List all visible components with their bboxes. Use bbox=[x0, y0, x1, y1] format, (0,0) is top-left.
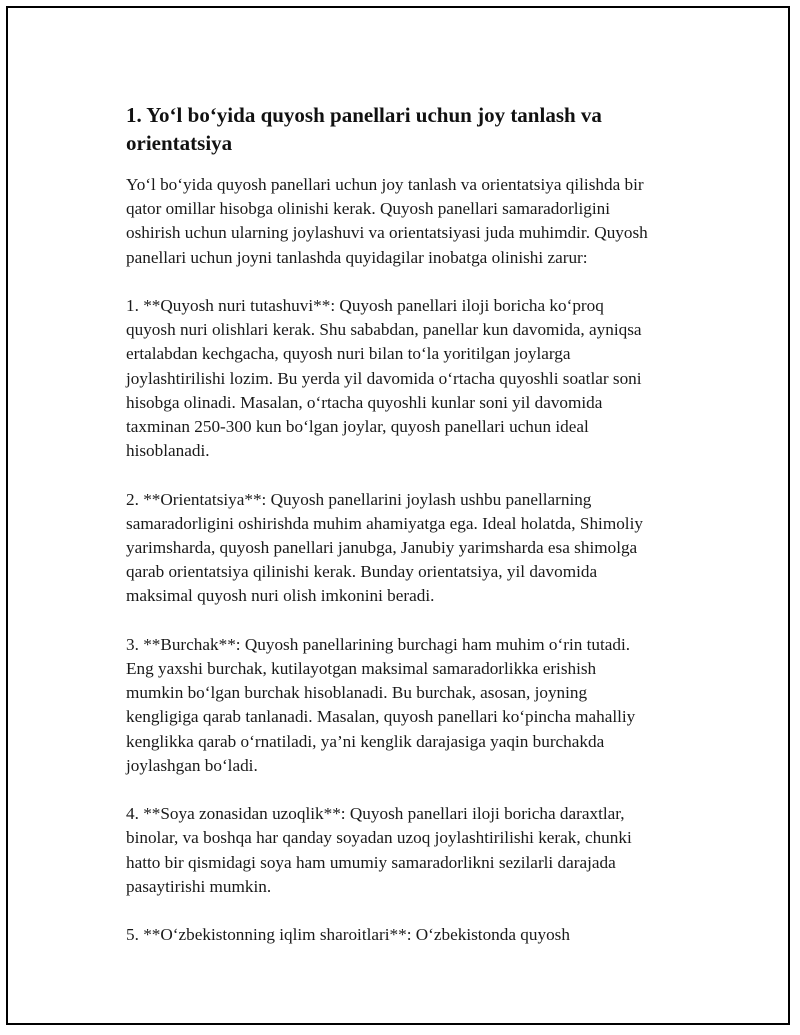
section-heading: 1. Yo‘l bo‘yida quyosh panellari uchun joy tanlash va orientatsiya bbox=[126, 103, 602, 155]
document-content bbox=[126, 101, 706, 972]
point-5-paragraph: 5. **O‘zbekistonning iqlim sharoitlari**: O‘zbekistonda quyosh bbox=[126, 925, 570, 945]
intro-paragraph: Yo‘l bo‘yida quyosh panellari uchun joy tanlash va orientatsiya qilishda bir qator omillar hisobga olinishi kerak. Quyosh panellari samaradorligini oshirish uchun ularning joylashuvi va orientatsiyasi juda muhimdir. Quyosh panellari uchun joyni tanlashda quyidagilar inobatga olinishi zarur: bbox=[126, 175, 648, 267]
point-2-paragraph: 2. **Orientatsiya**: Quyosh panellarini joylash ushbu panellarning samaradorligini oshirishda muhim ahamiyatga ega. Ideal holatda, Shimoliy yarimsharda, quyosh panellari janubga, Janubiy yarimsharda esa shimolga qarab orientatsiya qilinishi kerak. Bunday orientatsiya, yil davomida maksimal quyosh nuri olish imkonini beradi. bbox=[126, 489, 643, 606]
document-page bbox=[6, 6, 790, 1025]
point-3-paragraph: 3. **Burchak**: Quyosh panellarining burchagi ham muhim o‘rin tutadi. Eng yaxshi burchak, kutilayotgan maksimal samaradorlikka erishish mumkin bo‘lgan burchak hisoblanadi. Bu burchak, asosan, joyning kengligiga qarab tanlanadi. Masalan, quyosh panellari ko‘pincha mahalliy kenglikka qarab o‘rnatiladi, ya’ni kenglik darajasiga yaqin burchakda joylashgan bo‘ladi. bbox=[126, 634, 636, 775]
point-4-paragraph: 4. **Soya zonasidan uzoqlik**: Quyosh panellari iloji boricha daraxtlar, binolar, va boshqa har qanday soyadan uzoq joylashtirilishi kerak, chunki hatto bir qismidagi soya ham umumiy samaradorlikni sezilarli darajada pasaytirishi mumkin. bbox=[126, 804, 632, 896]
point-1-paragraph: 1. **Quyosh nuri tutashuvi**: Quyosh panellari iloji boricha ko‘proq quyosh nuri olishlari kerak. Shu sababdan, panellar kun davomida, ayniqsa ertalabdan kechgacha, quyosh nuri bilan to‘la yoritilgan joylarga joylashtirilishi lozim. Bu yerda yil davomida o‘rtacha quyoshli soatlar soni hisobga olinadi. Masalan, o‘rtacha quyoshli kunlar soni yil davomida taxminan 250-300 kun bo‘lgan joylar, quyosh panellari uchun ideal hisoblanadi. bbox=[126, 296, 642, 461]
